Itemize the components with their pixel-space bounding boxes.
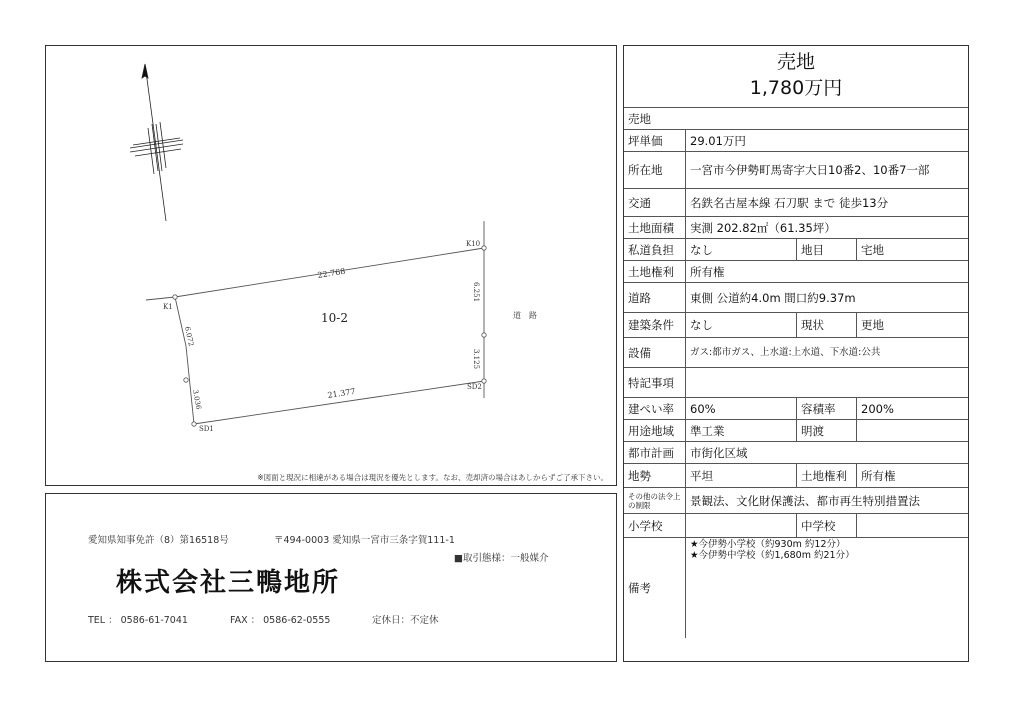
elementary-label: 小学校 xyxy=(624,514,686,537)
coverage-value: 60% xyxy=(686,398,797,419)
facilities-label: 設備 xyxy=(624,338,686,367)
other-law-value: 景観法、文化財保護法、都市再生特別措置法 xyxy=(690,493,920,508)
land-area-label: 土地面積 xyxy=(624,217,686,238)
row-land-area xyxy=(624,217,968,239)
transport-label: 交通 xyxy=(624,189,686,216)
property-type: 売地 xyxy=(628,111,651,126)
road-label: 道路 xyxy=(624,283,686,312)
row-special xyxy=(624,368,968,398)
location-label: 所在地 xyxy=(624,152,686,188)
private-road-label: 私道負担 xyxy=(624,239,686,260)
license-number: 愛知県知事免許（8）第16518号 xyxy=(88,535,229,546)
row-remarks xyxy=(624,538,968,638)
junior-high-value xyxy=(857,514,968,537)
site-plan-drawing xyxy=(46,46,618,487)
location-value: 一宮市今伊勢町馬寄字大日10番2、10番7一部 xyxy=(690,163,930,177)
remarks-junior-high-school: ★今伊勢中学校（約1,680m 約21分） xyxy=(690,550,855,561)
row-city-plan xyxy=(624,442,968,464)
private-road-value: なし xyxy=(686,239,797,260)
header-price: 1,780万円 xyxy=(749,77,843,99)
row-zoning xyxy=(624,420,968,442)
point-label-k10: K10 xyxy=(466,240,481,248)
row-building-cond xyxy=(624,313,968,338)
dimension-bottom: 21.377 xyxy=(326,386,356,400)
transport-value: 名鉄名古屋本線 石刀駅 まで 徒歩13分 xyxy=(690,195,889,210)
land-right2-label: 土地権利 xyxy=(797,464,857,487)
city-plan-label: 都市計画 xyxy=(624,442,686,463)
unit-price-value: 29.01万円 xyxy=(690,133,746,148)
junior-high-label: 中学校 xyxy=(797,514,857,537)
dimension-right-upper: 6.251 xyxy=(472,282,480,303)
lot-number-label: 10-2 xyxy=(321,311,348,325)
current-state-value: 更地 xyxy=(861,318,884,332)
dimension-left-lower: 3.036 xyxy=(191,388,203,411)
row-unit-price xyxy=(624,130,968,152)
terrain-value: 平坦 xyxy=(686,464,797,487)
city-plan-value: 市街化区域 xyxy=(690,445,748,460)
remarks-value xyxy=(686,538,968,638)
row-land-right xyxy=(624,261,968,283)
company-holiday: 定休日：不定休 xyxy=(372,615,439,626)
row-private-road xyxy=(624,239,968,261)
zoning-value: 準工業 xyxy=(686,420,797,441)
company-address: 〒494-0003 愛知県一宮市三条字賀111-1 xyxy=(274,535,455,546)
property-header xyxy=(624,46,968,108)
land-right2-value: 所有権 xyxy=(861,468,896,483)
company-name: 株式会社三鴨地所 xyxy=(116,568,341,598)
land-category-label: 地目 xyxy=(797,239,857,260)
delivery-value xyxy=(857,420,968,441)
point-label-sd2: SD2 xyxy=(467,383,482,391)
row-type xyxy=(624,108,968,130)
row-terrain xyxy=(624,464,968,488)
dimension-right-lower: 3.125 xyxy=(472,349,480,370)
remarks-label: 備考 xyxy=(624,538,686,638)
company-info-panel xyxy=(45,493,617,662)
remarks-elementary-school: ★今伊勢小学校（約930m 約12分） xyxy=(690,539,846,550)
header-title: 売地 xyxy=(776,51,815,73)
delivery-label: 明渡 xyxy=(797,420,857,441)
row-road xyxy=(624,283,968,313)
point-label-sd1: SD1 xyxy=(199,425,214,433)
dimension-top: 22.768 xyxy=(316,266,346,280)
far-label: 容積率 xyxy=(797,398,857,419)
current-state-label: 現状 xyxy=(797,313,857,337)
site-map-panel xyxy=(45,45,617,486)
land-area-value: 実測 202.82㎡（61.35坪） xyxy=(690,220,836,235)
road-value: 東側 公道約4.0m 間口約9.37m xyxy=(690,290,856,305)
row-location xyxy=(624,152,968,189)
property-info-table xyxy=(623,45,969,662)
coverage-label: 建ぺい率 xyxy=(624,398,686,419)
special-label: 特記事項 xyxy=(624,368,686,397)
special-value xyxy=(686,368,968,397)
other-law-label: その他の法令上の制限 xyxy=(624,488,686,513)
building-cond-value: なし xyxy=(686,313,797,337)
company-tel[interactable]: TEL ： 0586-61-7041 xyxy=(88,615,188,626)
map-disclaimer-note: ※図面と現況に相違がある場合は現況を優先とします。なお、売却済の場合はあしからずご了承下さい。 xyxy=(257,473,608,482)
land-right-value: 所有権 xyxy=(690,264,725,279)
far-value: 200% xyxy=(861,401,894,416)
land-right-label: 土地権利 xyxy=(624,261,686,282)
row-other-law xyxy=(624,488,968,514)
unit-price-label: 坪単価 xyxy=(624,130,686,151)
facilities-value: ガス:都市ガス、上水道:上水道、下水道:公共 xyxy=(690,346,881,358)
zoning-label: 用途地域 xyxy=(624,420,686,441)
point-label-k1: K1 xyxy=(163,303,173,311)
row-schools xyxy=(624,514,968,538)
land-category-value: 宅地 xyxy=(861,242,884,257)
company-fax: FAX ： 0586-62-0555 xyxy=(230,615,331,626)
terrain-label: 地勢 xyxy=(624,464,686,487)
trade-type: ■取引態様：一般媒介 xyxy=(454,553,549,564)
row-transport xyxy=(624,189,968,217)
building-cond-label: 建築条件 xyxy=(624,313,686,337)
elementary-value xyxy=(686,514,797,537)
road-label: 道 路 xyxy=(513,311,537,320)
row-coverage xyxy=(624,398,968,420)
row-facilities xyxy=(624,338,968,368)
dimension-left-upper: 6.072 xyxy=(183,325,196,348)
north-arrow-icon xyxy=(130,64,183,221)
